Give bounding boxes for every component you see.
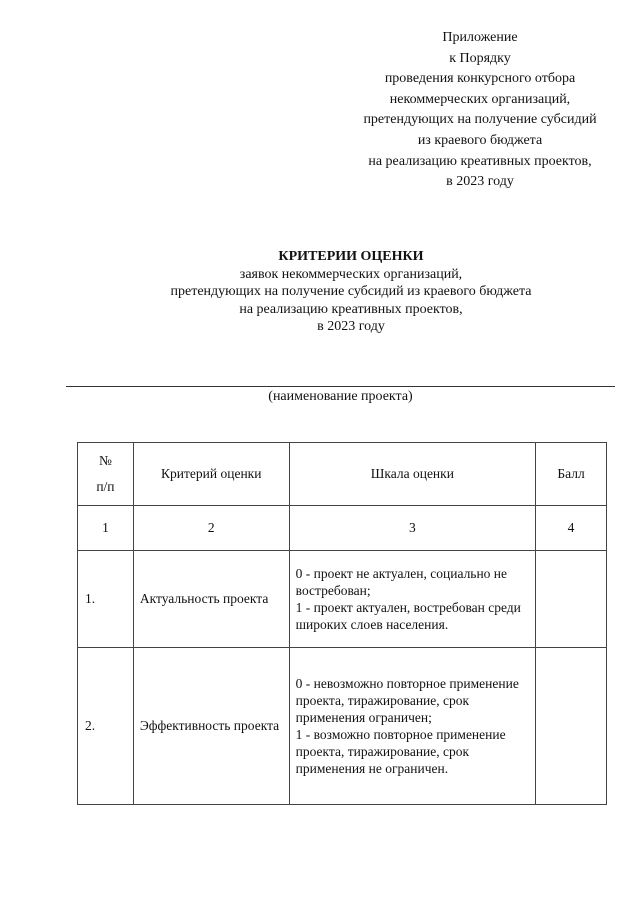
document-title — [0, 248, 640, 336]
table-row — [78, 551, 607, 648]
header-num-top: № — [98, 453, 112, 468]
row-number: 2. — [78, 648, 134, 805]
appendix-line: Приложение — [442, 30, 518, 45]
column-number: 1 — [78, 506, 134, 551]
row-scale — [289, 551, 535, 648]
column-number: 4 — [536, 506, 607, 551]
header-score: Балл — [536, 443, 607, 506]
header-scale: Шкала оценки — [289, 443, 535, 506]
title-heading: КРИТЕРИИ ОЦЕНКИ — [278, 249, 424, 264]
header-num-bottom: п/п — [96, 479, 115, 494]
row-scale — [289, 648, 535, 805]
header-num — [78, 443, 134, 506]
column-number: 2 — [133, 506, 289, 551]
title-line: претендующих на получение субсидий из краевого бюджета — [170, 284, 532, 299]
appendix-line: на реализацию креативных проектов, — [368, 153, 592, 169]
scale-option: 1 - проект актуален, востребован среди широких слоев населения. — [295, 600, 521, 632]
appendix-line: в 2023 году — [446, 174, 514, 190]
appendix-line: из краевого бюджета — [417, 132, 543, 148]
criteria-table — [77, 442, 607, 805]
appendix-line: к Порядку — [449, 50, 511, 66]
appendix-block — [330, 28, 630, 193]
appendix-line: некоммерческих организаций, — [389, 91, 571, 107]
scale-option: 1 - возможно повторное применение проекта, тиражирование, срок применения не ограничен. — [295, 727, 506, 776]
scale-option: 0 - невозможно повторное применение проекта, тиражирование, срок применения ограничен; — [295, 676, 519, 725]
row-score — [536, 648, 607, 805]
title-line: в 2023 году — [317, 319, 385, 334]
table-row — [78, 648, 607, 805]
title-line: заявок некоммерческих организаций, — [239, 266, 463, 282]
scale-option: 0 - проект не актуален, социально не востребован; — [295, 566, 508, 598]
column-number: 3 — [289, 506, 535, 551]
column-number-row — [78, 506, 607, 551]
project-name-caption: (наименование проекта) — [268, 389, 413, 404]
table-header-row — [78, 443, 607, 506]
appendix-line: проведения конкурсного отбора — [384, 71, 576, 87]
row-criterion: Актуальность проекта — [133, 551, 289, 648]
row-number: 1. — [78, 551, 134, 648]
row-score — [536, 551, 607, 648]
header-criterion: Критерий оценки — [133, 443, 289, 506]
appendix-line: претендующих на получение субсидий — [363, 112, 597, 128]
row-criterion: Эффективность проекта — [133, 648, 289, 805]
title-line: на реализацию креативных проектов, — [239, 301, 463, 317]
project-name-line — [66, 386, 615, 387]
